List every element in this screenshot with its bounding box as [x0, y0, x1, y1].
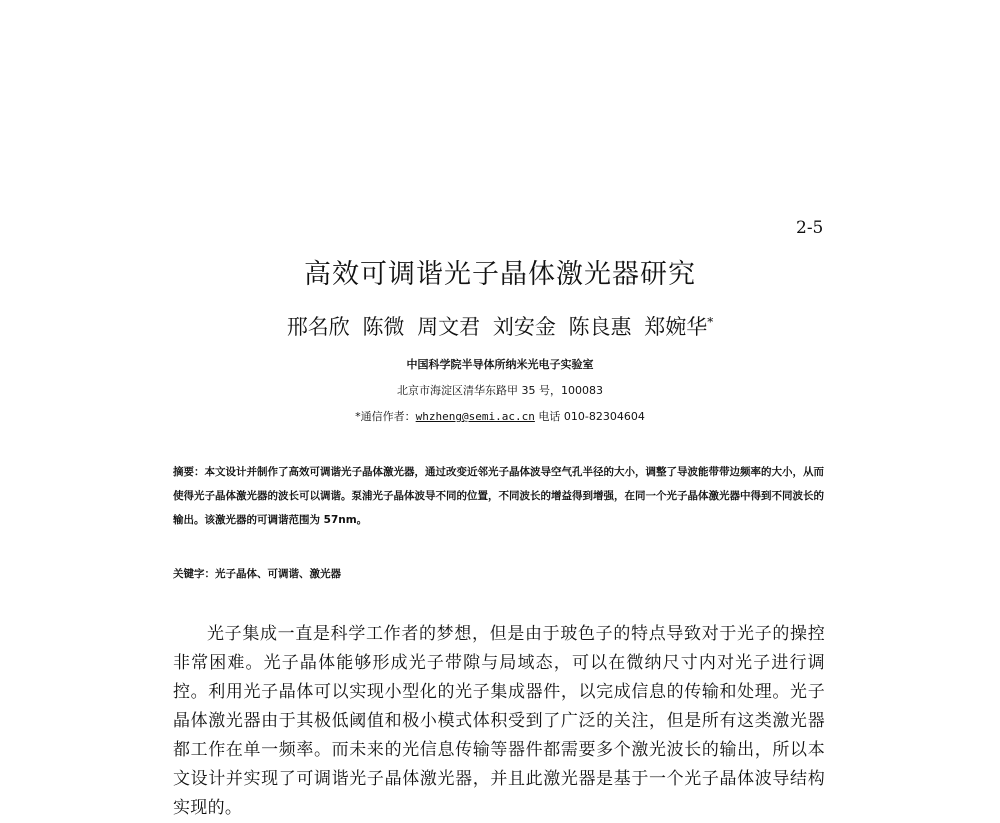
keywords — [173, 566, 825, 581]
abstract — [173, 460, 825, 532]
author-names: 邢名欣 陈微 周文君 刘安金 陈良惠 郑婉华 — [286, 315, 708, 339]
abstract-label: 摘要： — [173, 466, 205, 478]
body-paragraph: 光子集成一直是科学工作者的梦想，但是由于玻色子的特点导致对于光子的操控非常困难。光子晶体能够形成光子带隙与局域态，可以在微纳尺寸内对光子进行调控。利用光子晶体可以实现小型化的光子集成器件，以完成信息的传输和处理。光子晶体激光器由于其极低阈值和极小模式体积受到了广泛的关注，但是所有这类激光器都工作在单一频率。而未来的光信息传输等器件都需要多个激光波长的输出，所以本文设计并实现了可调谐光子晶体激光器，并且此激光器是基于一个光子晶体波导结构实现的。 — [173, 624, 825, 818]
body-text — [173, 620, 825, 823]
abstract-text: 本文设计并制作了高效可调谐光子晶体激光器，通过改变近邻光子晶体波导空气孔半径的大小，调整了导波能带带边频率的大小，从而使得光子晶体激光器的波长可以调谐。泵浦光子晶体波导不同的位置，不同波长的增益得到增强，在同一个光子晶体激光器中得到不同波长的输出。该激光器的可调谐范围为 57nm。 — [173, 466, 824, 526]
author-list — [0, 311, 1000, 341]
keywords-text: 光子晶体、可调谐、激光器 — [215, 568, 341, 580]
affiliation-address: 北京市海淀区清华东路甲 35 号，100083 — [397, 384, 603, 397]
corresponding-author-mark: * — [707, 315, 714, 329]
corresponding-contact — [0, 408, 1000, 424]
affiliation-institution: 中国科学院半导体所纳米光电子实验室 — [406, 358, 594, 371]
keywords-label: 关键字： — [173, 568, 215, 580]
paper-title: 高效可调谐光子晶体激光器研究 — [304, 259, 696, 290]
email-link[interactable]: whzheng@semi.ac.cn — [415, 410, 535, 423]
phone-number: 电话 010-82304604 — [538, 410, 645, 423]
page-number: 2-5 — [796, 218, 824, 238]
contact-label: *通信作者： — [355, 410, 416, 423]
